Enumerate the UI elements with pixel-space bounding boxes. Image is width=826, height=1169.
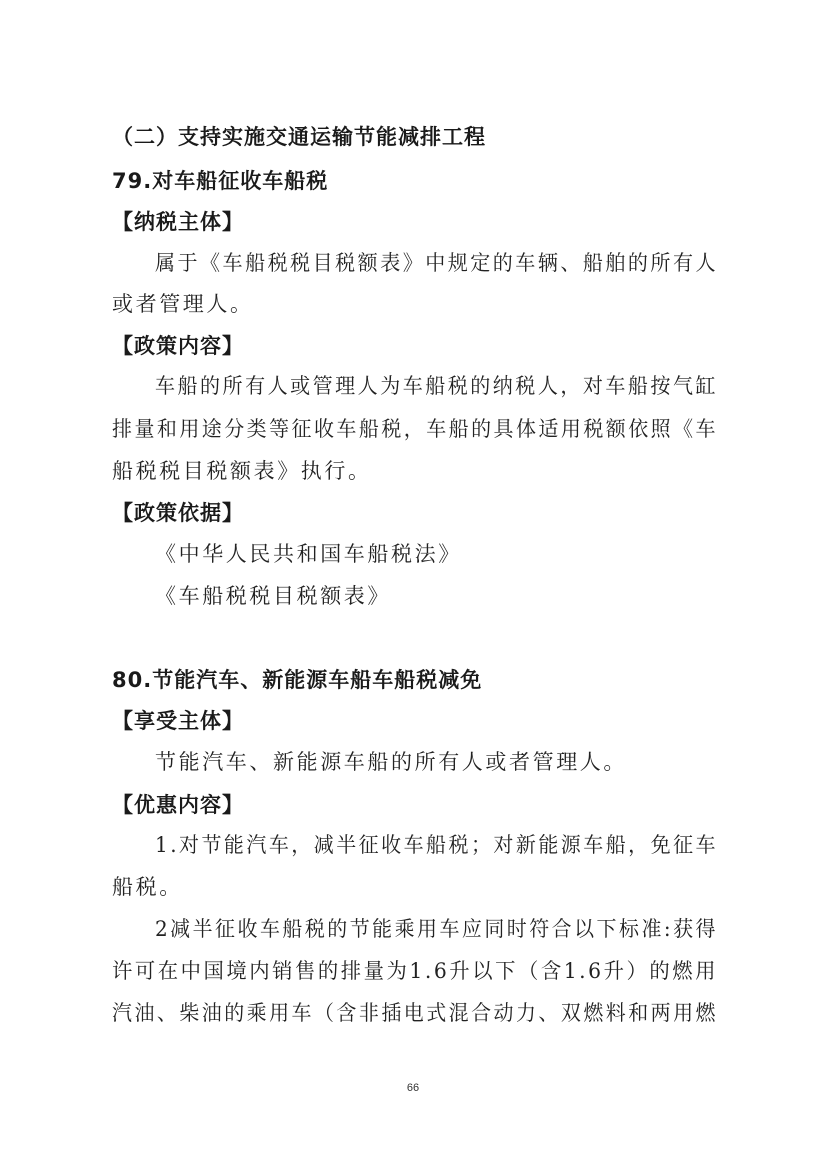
item-79-basis-item-2: 《车船税税目税额表》 — [155, 584, 391, 608]
item-80-subject-label: 【享受主体】 — [112, 709, 244, 733]
item-79-content-line-1: 车船的所有人或管理人为车船税的纳税人，对车船按气缸 — [155, 374, 718, 398]
item-80-content-label: 【优惠内容】 — [112, 793, 244, 817]
item-80-subject-line-1: 节能汽车、新能源车船的所有人或者管理人。 — [155, 750, 627, 774]
item-79-content-label: 【政策内容】 — [112, 334, 244, 358]
section-heading: （二）支持实施交通运输节能减排工程 — [112, 125, 486, 149]
item-79-subject-label: 【纳税主体】 — [112, 210, 244, 234]
item-79-basis-label: 【政策依据】 — [112, 501, 244, 525]
item-80-content-line-5: 汽油、柴油的乘用车（含非插电式混合动力、双燃料和两用燃 — [112, 1001, 718, 1025]
item-80-title: 80.节能汽车、新能源车船车船税减免 — [112, 668, 483, 692]
item-79-content-line-3: 船税税目税额表》执行。 — [112, 459, 372, 483]
item-80-content-line-3: 2减半征收车船税的节能乘用车应同时符合以下标准:获得 — [155, 917, 718, 941]
item-79-subject-line-1: 属于《车船税税目税额表》中规定的车辆、船舶的所有人 — [155, 251, 718, 275]
item-79-subject-line-2: 或者管理人。 — [112, 292, 254, 316]
item-79-content-line-2: 排量和用途分类等征收车船税，车船的具体适用税额依照《车 — [112, 417, 718, 441]
item-80-content-line-4: 许可在中国境内销售的排量为1.6升以下（含1.6升）的燃用 — [112, 959, 719, 983]
item-79-basis-item-1: 《中华人民共和国车船税法》 — [155, 542, 462, 566]
item-80-content-line-1: 1.对节能汽车，减半征收车船税；对新能源车船，免征车 — [155, 833, 719, 857]
item-79-title: 79.对车船征收车船税 — [112, 169, 329, 193]
item-80-content-line-2: 船税。 — [112, 875, 183, 899]
page-number: 66 — [406, 1082, 420, 1094]
